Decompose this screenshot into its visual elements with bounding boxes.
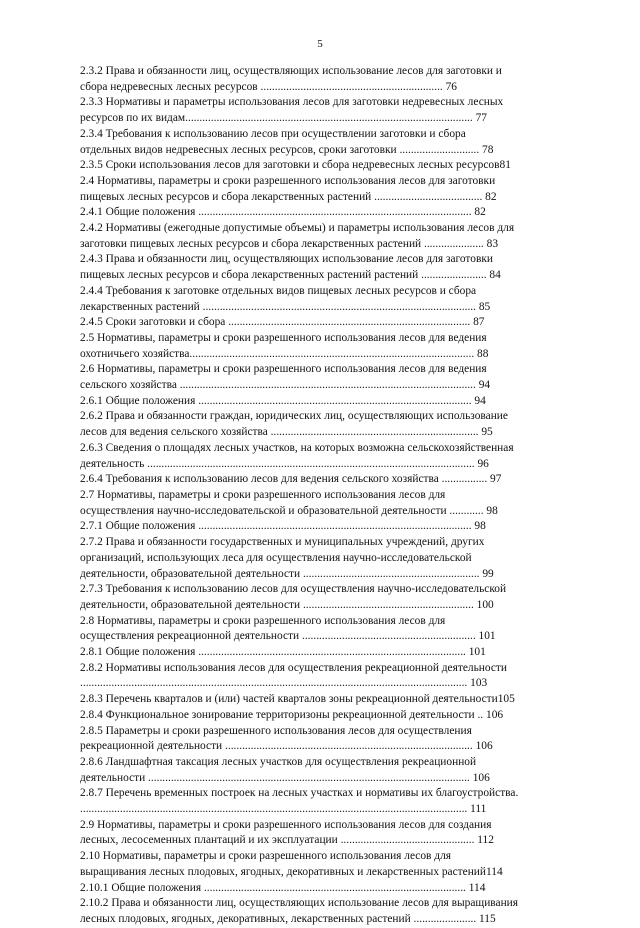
toc-entry: 2.8.1 Общие положения .............................................................................................. 101 (80, 646, 486, 659)
toc-entry: 2.4.3 Права и обязанности лиц, осуществляющих использование лесов для заготовки пищевых лесных ресурсов и сбора лекарственных растений растений ....................... 84 (80, 253, 501, 282)
toc-entry: 2.9 Нормативы, параметры и сроки разрешенного использования лесов для создания лесных, лесосеменных плантаций и их эксплуатации ............................................... 112 (80, 818, 494, 847)
toc-entry: 2.7.3 Требования к использованию лесов для осуществления научно-исследовательской деятельности, образовательной деятельности ............................................................ 100 (80, 583, 507, 611)
toc-entry: 2.8.6 Ландшафтная таксация лесных участков для осуществления рекреационной деятельности ................................................................................................................. 106 (80, 755, 490, 784)
toc-entry: 2.10 Нормативы, параметры и сроки разрешенного использования лесов для выращивания лесных плодовых, ягодных, декоративных и лекарственных растений114 (80, 850, 503, 878)
toc-entry: 2.7.1 Общие положения ................................................................................................ 98 (80, 520, 486, 533)
toc-entry: 2.6.3 Сведения о площадях лесных участков, на которых возможна сельскохозяйственная деятельность ................................................................................................................... 96 (80, 441, 514, 470)
toc-entry: 2.6.2 Права и обязанности граждан, юридических лиц, осуществляющих использование лесов для ведения сельского хозяйства ......................................................................... 95 (80, 410, 508, 439)
toc-entry: 2.3.4 Требования к использованию лесов при осуществлении заготовки и сбора отдельных видов недревесных лесных ресурсов, сроки заготовки ............................ 78 (80, 127, 494, 156)
toc-entry: 2.4 Нормативы, параметры и сроки разрешенного использования лесов для заготовки пищевых лесных ресурсов и сбора лекарственных растений ...................................... 82 (80, 174, 497, 203)
toc-entry: 2.8.7 Перечень временных построек на лесных участках и нормативы их благоустройства. ........................................................................................................................................ 111 (80, 787, 519, 816)
toc-entry: 2.7 Нормативы, параметры и сроки разрешенного использования лесов для осуществления научно-исследовательской и образовательной деятельности ............ 98 (80, 488, 498, 517)
table-of-contents (80, 64, 574, 928)
toc-entry: 2.4.1 Общие положения ................................................................................................ 82 (80, 206, 486, 219)
toc-entry: 2.8.4 Функциональное зонирование территоризоны рекреационной деятельности .. 106 (80, 708, 504, 721)
toc-entry: 2.8.5 Параметры и сроки разрешенного использования лесов для осуществления рекреационной деятельности ....................................................................................... 106 (80, 724, 493, 753)
toc-entry: 2.6 Нормативы, параметры и сроки разрешенного использования лесов для ведения сельского хозяйства ........................................................................................................ 94 (80, 363, 491, 392)
toc-entry: 2.10.1 Общие положения ............................................................................................ 114 (80, 881, 486, 894)
toc-entry: 2.3.5 Сроки использования лесов для заготовки и сбора недревесных лесных ресурсов81 (80, 159, 511, 172)
toc-entry: 2.3.2 Права и обязанности лиц, осуществляющих использование лесов для заготовки и сбора недревесных лесных ресурсов ................................................................ 76 (80, 65, 502, 93)
toc-entry: 2.10.2 Права и обязанности лиц, осуществляющих использование лесов для выращивания лесных плодовых, ягодных, декоративных, лекарственных растений ...................... 115 (80, 897, 518, 925)
page-number: 5 (317, 38, 323, 50)
toc-entry: 2.5 Нормативы, параметры и сроки разрешенного использования лесов для ведения охотничьего хозяйства.................................................................................................... 88 (80, 331, 489, 360)
toc-entry: 2.4.4 Требования к заготовке отдельных видов пищевых лесных ресурсов и сбора лекарственных растений ................................................................................................ 85 (80, 284, 491, 313)
toc-entry: 2.4.2 Нормативы (ежегодные допустимые объемы) и параметры использования лесов для заготовки пищевых лесных ресурсов и сбора лекарственных растений ..................... 83 (80, 222, 515, 250)
toc-entry: 2.8 Нормативы, параметры и сроки разрешенного использования лесов для осуществления рекреационной деятельности ............................................................. 101 (80, 614, 496, 643)
toc-entry: 2.4.5 Сроки заготовки и сбора ..................................................................................... 87 (80, 316, 485, 329)
toc-entry: 2.6.4 Требования к использованию лесов для ведения сельского хозяйства ................ 97 (80, 473, 502, 486)
toc-entry: 2.3.3 Нормативы и параметры использования лесов для заготовки недревесных лесных ресурсов по их видам..................................................................................................... 77 (80, 96, 504, 125)
toc-entry: 2.7.2 Права и обязанности государственных и муниципальных учреждений, других организаций, использующих леса для осуществления научно-исследовательской деятельности, образовательной деятельности .............................................................. 99 (80, 536, 494, 580)
toc-entry: 2.8.3 Перечень кварталов и (или) частей кварталов зоны рекреационной деятельности105 (80, 693, 515, 706)
toc-entry: 2.6.1 Общие положения ................................................................................................ 94 (80, 394, 486, 407)
toc-entry: 2.8.2 Нормативы использования лесов для осуществления рекреационной деятельности ........................................................................................................................................ 103 (80, 661, 507, 690)
